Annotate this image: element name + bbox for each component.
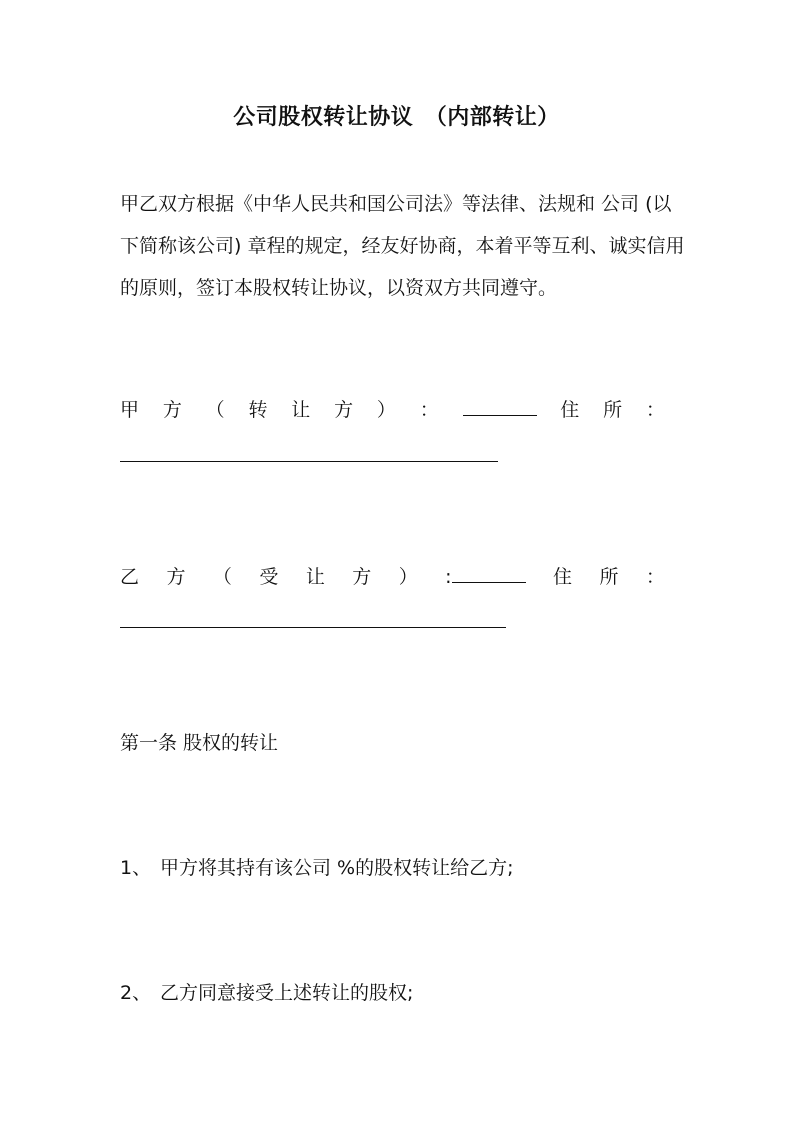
- party-b-char-colon-blank: [445, 562, 525, 592]
- party-a-char: 方: [334, 399, 354, 421]
- clause-text: 乙方同意接受上述转让的股权;: [160, 982, 414, 1004]
- party-a-char: 让: [291, 399, 311, 421]
- document-title: 公司股权转让协议 （内部转让）: [233, 105, 560, 130]
- party-b-address-blank: [120, 627, 506, 628]
- clause-text: 甲方将其持有该公司 %的股权转让给乙方;: [160, 857, 514, 879]
- party-a-block: [120, 395, 665, 425]
- party-b-char: ）: [398, 566, 418, 588]
- party-b-colon: :: [445, 566, 452, 588]
- party-a-char: 转: [248, 399, 268, 421]
- party-b-char: 住: [553, 566, 573, 588]
- party-a-char: 方: [162, 399, 182, 421]
- party-b-char: 让: [305, 566, 325, 588]
- intro-line: 的原则，签订本股权转让协议，以资双方共同遵守。: [120, 277, 558, 299]
- intro-line: 下简称该公司) 章程的规定，经友好协商，本着平等互利、诚实信用: [120, 235, 685, 257]
- clause-1: [120, 853, 514, 883]
- party-b-char: 受: [259, 566, 279, 588]
- article-1-title: 第一条 股权的转让: [120, 732, 279, 754]
- clause-number: 2、: [120, 982, 152, 1004]
- party-b-block: [120, 562, 665, 592]
- party-b-name-blank: [452, 562, 526, 583]
- party-a-char: ：: [645, 399, 665, 421]
- party-a-char: ：: [419, 399, 439, 421]
- party-a-name-blank: [463, 395, 537, 416]
- party-a-char: （: [205, 399, 225, 421]
- party-b-char: 方: [352, 566, 372, 588]
- party-a-address-blank: [120, 461, 498, 462]
- party-a-char: ）: [376, 399, 396, 421]
- party-b-char: 所: [599, 566, 619, 588]
- party-b-char: （: [212, 566, 232, 588]
- clause-2: [120, 978, 413, 1008]
- party-b-char: 方: [166, 566, 186, 588]
- party-b-char: 乙: [120, 566, 140, 588]
- party-a-char: 住: [560, 399, 580, 421]
- party-a-char: 甲: [120, 399, 140, 421]
- clause-number: 1、: [120, 857, 152, 879]
- party-a-char: 所: [603, 399, 623, 421]
- party-b-line: [120, 562, 665, 592]
- intro-line: 甲乙双方根据《中华人民共和国公司法》等法律、法规和 公司 (以: [120, 193, 672, 215]
- intro-paragraph: [120, 183, 685, 309]
- party-b-char: ：: [645, 566, 665, 588]
- party-a-line: [120, 395, 665, 425]
